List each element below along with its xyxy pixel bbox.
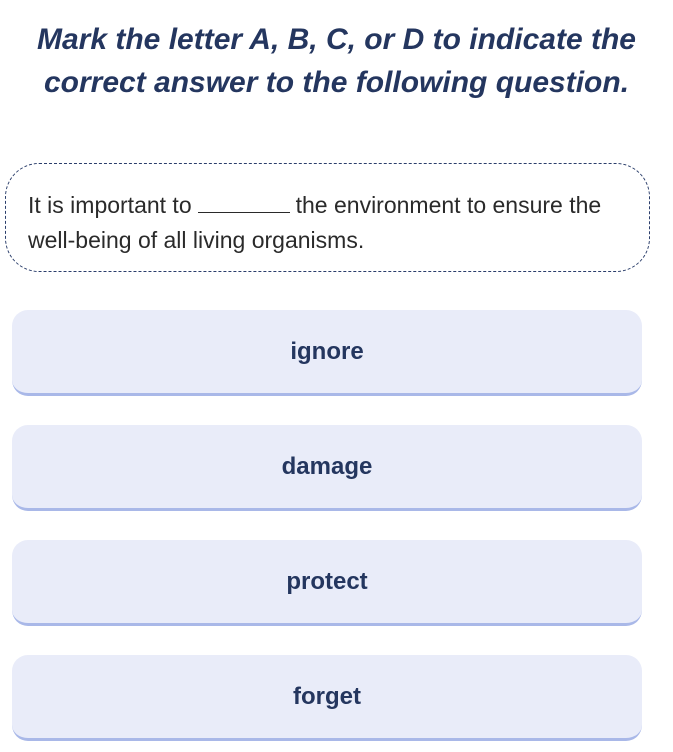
answer-option-label: forget xyxy=(293,682,361,710)
answer-option-d[interactable] xyxy=(12,655,642,741)
answer-option-label: ignore xyxy=(290,337,364,365)
question-text xyxy=(28,188,627,258)
question-card xyxy=(5,163,650,272)
question-text-after-blank: the environment to ensure the well-being of all living organisms. xyxy=(28,192,602,253)
answer-option-label: protect xyxy=(286,567,368,595)
question-instruction: Mark the letter A, B, C, or D to indicate the correct answer to the following question. xyxy=(37,23,636,99)
answer-option-b[interactable] xyxy=(12,425,642,511)
answer-option-a[interactable] xyxy=(12,310,642,396)
answer-option-c[interactable] xyxy=(12,540,642,626)
question-text-before-blank: It is important to xyxy=(28,192,192,218)
answer-blank xyxy=(198,194,290,213)
answer-option-label: damage xyxy=(281,452,373,480)
